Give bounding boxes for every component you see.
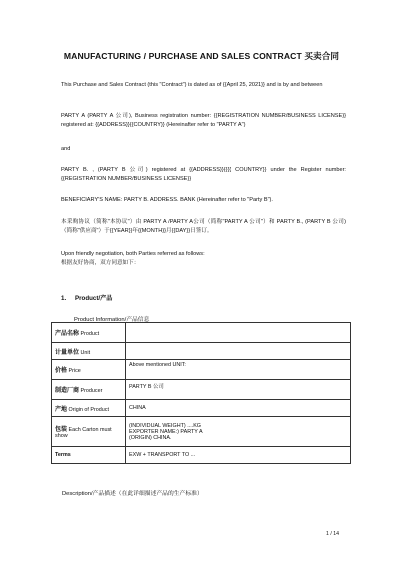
row-label — [52, 400, 126, 417]
table-row — [52, 417, 351, 447]
row-value: EXW + TRANSPORT TO ... — [126, 447, 351, 464]
row-label — [52, 360, 126, 380]
beneficiary-paragraph: BENEFICIARY'S NAME: PARTY B. ADDRESS. BANK (Hereinafter refer to "Party B"). — [61, 197, 273, 203]
row-value: Above mentioned UNIT: — [126, 360, 351, 380]
party-a-paragraph: PARTY A (PARTY A 公司), Business registration number: {{REGISTRATION NUMBER/BUSINESS LICENSE}} registered at: {{ADDRESS}}{{COUNTRY}} (Hereinafter refer to "PARTY A") — [61, 113, 346, 128]
row-value — [126, 323, 351, 343]
table-row — [52, 323, 351, 343]
table-row — [52, 343, 351, 360]
intro-paragraph: This Purchase and Sales Contract (this "Contract") is dated as of {{April 25, 2021}} and is by and between — [61, 82, 323, 88]
negotiation-text: Upon friendly negotiation, both Parties referred as follows: — [61, 251, 205, 257]
label-en: Each Carton must show — [55, 427, 112, 439]
page-number: 1 / 14 — [326, 531, 339, 537]
label-en: Price — [68, 368, 81, 374]
row-value — [126, 417, 351, 447]
section-title: Product/产品 — [75, 295, 113, 302]
label-zh: 包装 — [55, 427, 68, 433]
row-label — [52, 447, 126, 464]
label-zh: 制造厂商 — [55, 388, 80, 394]
section-number: 1. — [61, 295, 67, 302]
label-en: Producer — [80, 388, 103, 394]
row-label — [52, 343, 126, 360]
section-heading — [61, 293, 112, 302]
value-line: (ORIGIN) CHINA. — [129, 434, 172, 441]
row-label — [52, 417, 126, 447]
and-text: and — [61, 146, 71, 152]
product-info-table — [51, 322, 351, 464]
product-info-caption: Product Information/产品信息 — [74, 317, 150, 323]
row-label — [52, 323, 126, 343]
party-b-paragraph: PARTY B. , (PARTY B 公司) registered at {{ADDRESS}}{{{{ COUNTRY}} under the Register number: {{REGISTRATION NUMBER/BUSINESS LICENSE}} — [61, 167, 346, 182]
label-zh: 价格 — [55, 368, 68, 374]
value-line: EXPORTER NAME:) PARTY A — [129, 428, 203, 435]
row-value — [126, 343, 351, 360]
label-zh: 产地 — [55, 406, 68, 413]
description-line: Description/产品描述（在此详细描述产品的生产标准） — [62, 491, 203, 497]
table-row — [52, 447, 351, 464]
row-label — [52, 380, 126, 400]
table-row — [52, 380, 351, 400]
negotiation-text-zh: 根据友好协商，双方同意如下： — [61, 260, 140, 266]
document-title: MANUFACTURING / PURCHASE AND SALES CONTRACT 买卖合同 — [63, 51, 340, 61]
label-zh: 计量单位 — [55, 349, 80, 356]
chinese-intro-paragraph: 本采购协议（简称"本协议"）由 PARTY A /PARTY A公司（简称"PARTY A 公司"）和 PARTY B., (PARTY B 公司)（简称"供应商"）于{{YEAR}}年{{MONTH}}月{{DAY}}日签订。 — [61, 219, 346, 234]
label-en: Origin of Product — [68, 406, 109, 413]
label-en: Terms — [55, 452, 71, 458]
row-value: CHINA — [126, 400, 351, 417]
label-en: Unit — [80, 349, 91, 356]
label-en: Product — [80, 331, 100, 337]
table-row — [52, 360, 351, 380]
table-row — [52, 400, 351, 417]
label-zh: 产品名称 — [55, 331, 80, 337]
row-value: PARTY B 公司 — [126, 380, 351, 400]
value-line: (INDIVIDUAL WEIGHT) ....KG — [129, 422, 201, 429]
